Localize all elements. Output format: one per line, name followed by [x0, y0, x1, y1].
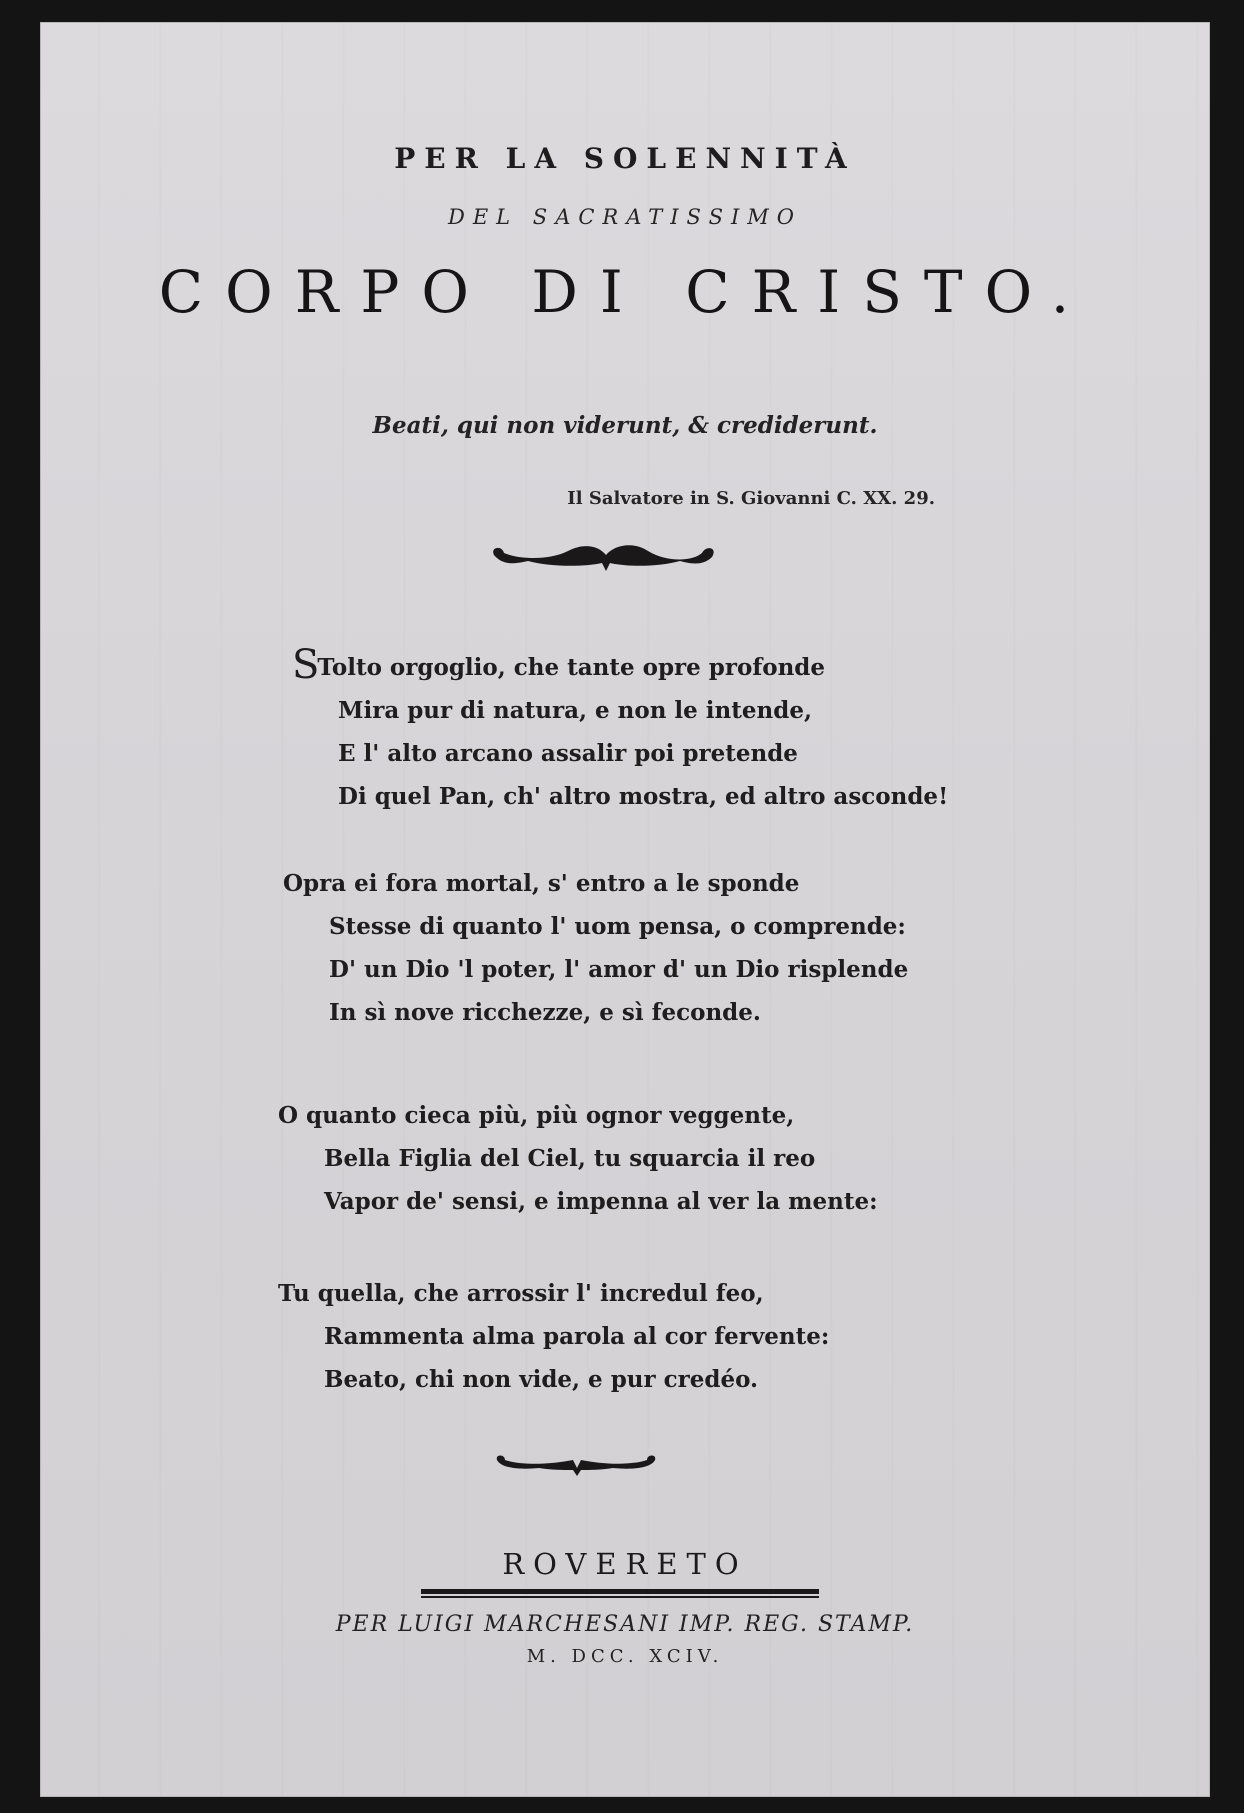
verse-line: Vapor de' sensi, e impenna al ver la mente: [324, 1188, 878, 1215]
imprint-year: M. DCC. XCIV. [526, 1646, 724, 1667]
heading-line-1: PER LA SOLENNITÀ [394, 142, 856, 175]
stanza-2 [283, 862, 908, 1034]
verse-line: Beato, chi non vide, e pur credéo. [324, 1366, 759, 1393]
verse-line: D' un Dio 'l poter, l' amor d' un Dio risplende [329, 956, 909, 983]
verse-line: Di quel Pan, ch' altro mostra, ed altro asconde! [338, 783, 949, 810]
epigraph: Beati, qui non viderunt, & crediderunt. [372, 412, 878, 439]
verse-line: E l' alto arcano assalir poi pretende [338, 740, 798, 767]
verse-text: Tolto orgoglio, che tante opre profonde [317, 654, 826, 681]
imprint-city: ROVERETO [502, 1547, 748, 1581]
verse-line [292, 644, 948, 689]
epigraph-citation: Il Salvatore in S. Giovanni C. XX. 29. [567, 488, 935, 509]
heading-line-2: DEL SACRATISSIMO [448, 205, 802, 229]
ornament-top-icon [488, 537, 718, 579]
verse-line: Rammenta alma parola al cor fervente: [324, 1323, 830, 1350]
verse-line: Bella Figlia del Ciel, tu squarcia il reo [324, 1145, 816, 1172]
drop-cap: S [292, 642, 320, 688]
verse-line: In sì nove ricchezze, e sì feconde. [329, 999, 761, 1026]
verse-line: Tu quella, che arrossir l' incredul feo, [278, 1280, 764, 1307]
ornament-bottom-icon [493, 1450, 659, 1480]
verse-line: Stesse di quanto l' uom pensa, o comprende: [329, 913, 906, 940]
page-title: CORPO DI CRISTO. [158, 258, 1092, 326]
stanza-3 [278, 1094, 878, 1223]
stanza-1 [292, 644, 948, 818]
double-rule [421, 1589, 819, 1599]
verse-line: O quanto cieca più, più ognor veggente, [278, 1102, 795, 1129]
paper-sheet [40, 22, 1210, 1797]
stanza-4 [278, 1272, 829, 1401]
verse-line: Mira pur di natura, e non le intende, [338, 697, 812, 724]
imprint-printer: PER LUIGI MARCHESANI IMP. REG. STAMP. [335, 1612, 915, 1637]
verse-line: Opra ei fora mortal, s' entro a le sponde [283, 870, 800, 897]
